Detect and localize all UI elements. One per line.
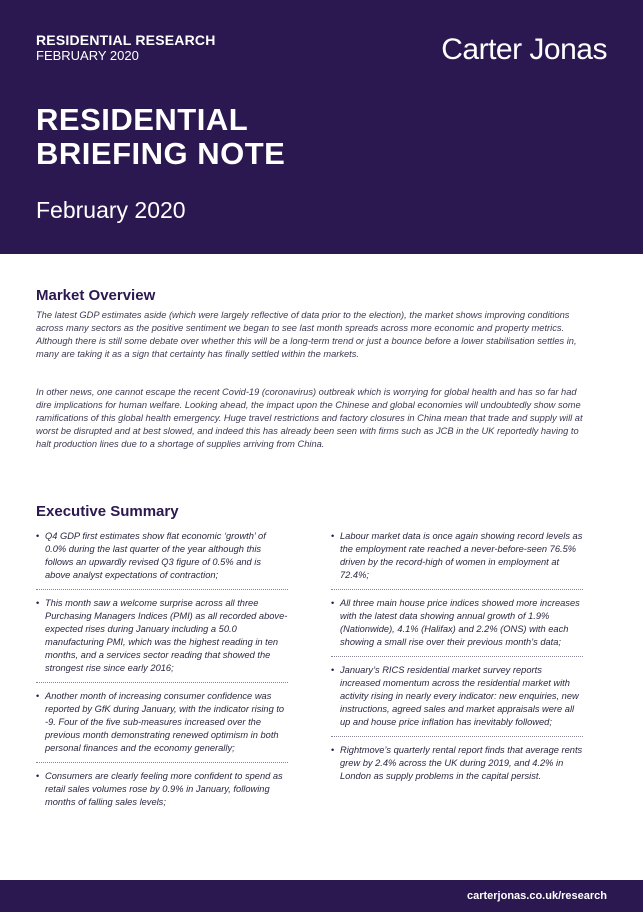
summary-item-text: January’s RICS residential market survey reports increased momentum across the residential market with activity rising in nearly every indicator: new enquiries, new instructions, agreed sales and market appraisals were all up and house price inflation has inevitably followed;: [340, 665, 579, 727]
title-line-1: RESIDENTIAL: [36, 102, 249, 137]
summary-item: [331, 597, 583, 657]
summary-item-text: Q4 GDP first estimates show flat economic ‘growth’ of 0.0% during the last quarter of the year although this follows an upwardly revised Q3 figure of 0.5% and is above analyst expectations of contraction;: [45, 531, 266, 580]
market-overview-paragraph-1: The latest GDP estimates aside (which were largely reflective of data prior to the election), the market shows improving conditions across many sectors as the positive sentiment we began to see last month spreads across more economic and property metrics. Although there is still some debate over whether this will be a long-term trend or just a bounce before a lower stabilisation settles in, many are taking it as a sign that certainty has finally settled within the markets.: [36, 310, 577, 359]
bullet-icon: •: [331, 665, 335, 675]
summary-column-left: [36, 530, 288, 823]
summary-item: [36, 597, 288, 683]
executive-summary-heading: Executive Summary: [36, 503, 179, 520]
summary-item: [331, 744, 583, 790]
bullet-icon: •: [331, 531, 335, 541]
summary-item-text: All three main house price indices showed more increases with the latest data showing annual growth of 1.9% (Nationwide), 4.1% (Halifax) and 2.2% (ONS) with each showing a small rise over their previous month’s data;: [340, 598, 580, 647]
carter-jonas-logo: Carter Jonas: [441, 33, 607, 66]
title-line-2: BRIEFING NOTE: [36, 136, 286, 171]
page-title: [36, 103, 285, 171]
header-banner: [0, 0, 643, 254]
bullet-icon: •: [331, 745, 335, 755]
page-subtitle: February 2020: [36, 197, 186, 223]
market-overview-heading: Market Overview: [36, 287, 156, 304]
footer-bar: [0, 880, 643, 912]
summary-item: [331, 664, 583, 737]
summary-item-text: This month saw a welcome surprise across all three Purchasing Managers Indices (PMI) as all recorded above-expected rises during January including a 50.0 manufacturing PMI, which was the highest reading in ten months, and a services sector reading that showed the strongest rise since early 2016;: [45, 598, 288, 673]
kicker-title: RESIDENTIAL RESEARCH: [36, 32, 216, 48]
summary-item-text: Consumers are clearly feeling more confident to spend as retail sales volumes rose by 0.9% in January, following months of falling sales levels;: [45, 771, 283, 807]
website-link[interactable]: carterjonas.co.uk/research: [466, 890, 607, 902]
bullet-icon: •: [36, 598, 40, 608]
summary-item-text: Labour market data is once again showing record levels as the employment rate reached a never-before-seen 76.5% driven by the record-high of women in employment at 72.4%;: [340, 531, 583, 580]
summary-item-text: Another month of increasing consumer confidence was reported by GfK during January, with the indicator rising to -9. Four of the five sub-measures increased over the previous month demonstrating renewed optimism in both personal finances and the economy generally;: [45, 691, 285, 753]
kicker-date: FEBRUARY 2020: [36, 48, 139, 63]
summary-item: [331, 530, 583, 590]
bullet-icon: •: [331, 598, 335, 608]
summary-item-text: Rightmove’s quarterly rental report finds that average rents grew by 2.4% across the UK during 2019, and 4.2% in London as supply problems in the capital persist.: [340, 745, 583, 781]
summary-item: [36, 690, 288, 763]
market-overview-paragraph-2: In other news, one cannot escape the recent Covid-19 (coronavirus) outbreak which is worrying for global health and has so far had dire implications for human welfare. Looking ahead, the impact upon the Chinese and global economies will undoubtedly show some ramifications of this global health emergency. Huge travel restrictions and factory closures in China mean that trade and supply will at worst be disrupted and at best slowed, and indeed this has already been seen with firms such as JCB in the UK reportedly having to halt production lines due to a shortage of supplies arriving from China.: [36, 387, 583, 449]
bullet-icon: •: [36, 531, 40, 541]
bullet-icon: •: [36, 771, 40, 781]
summary-column-right: [331, 530, 583, 797]
summary-item: [36, 770, 288, 816]
summary-item: [36, 530, 288, 590]
bullet-icon: •: [36, 691, 40, 701]
